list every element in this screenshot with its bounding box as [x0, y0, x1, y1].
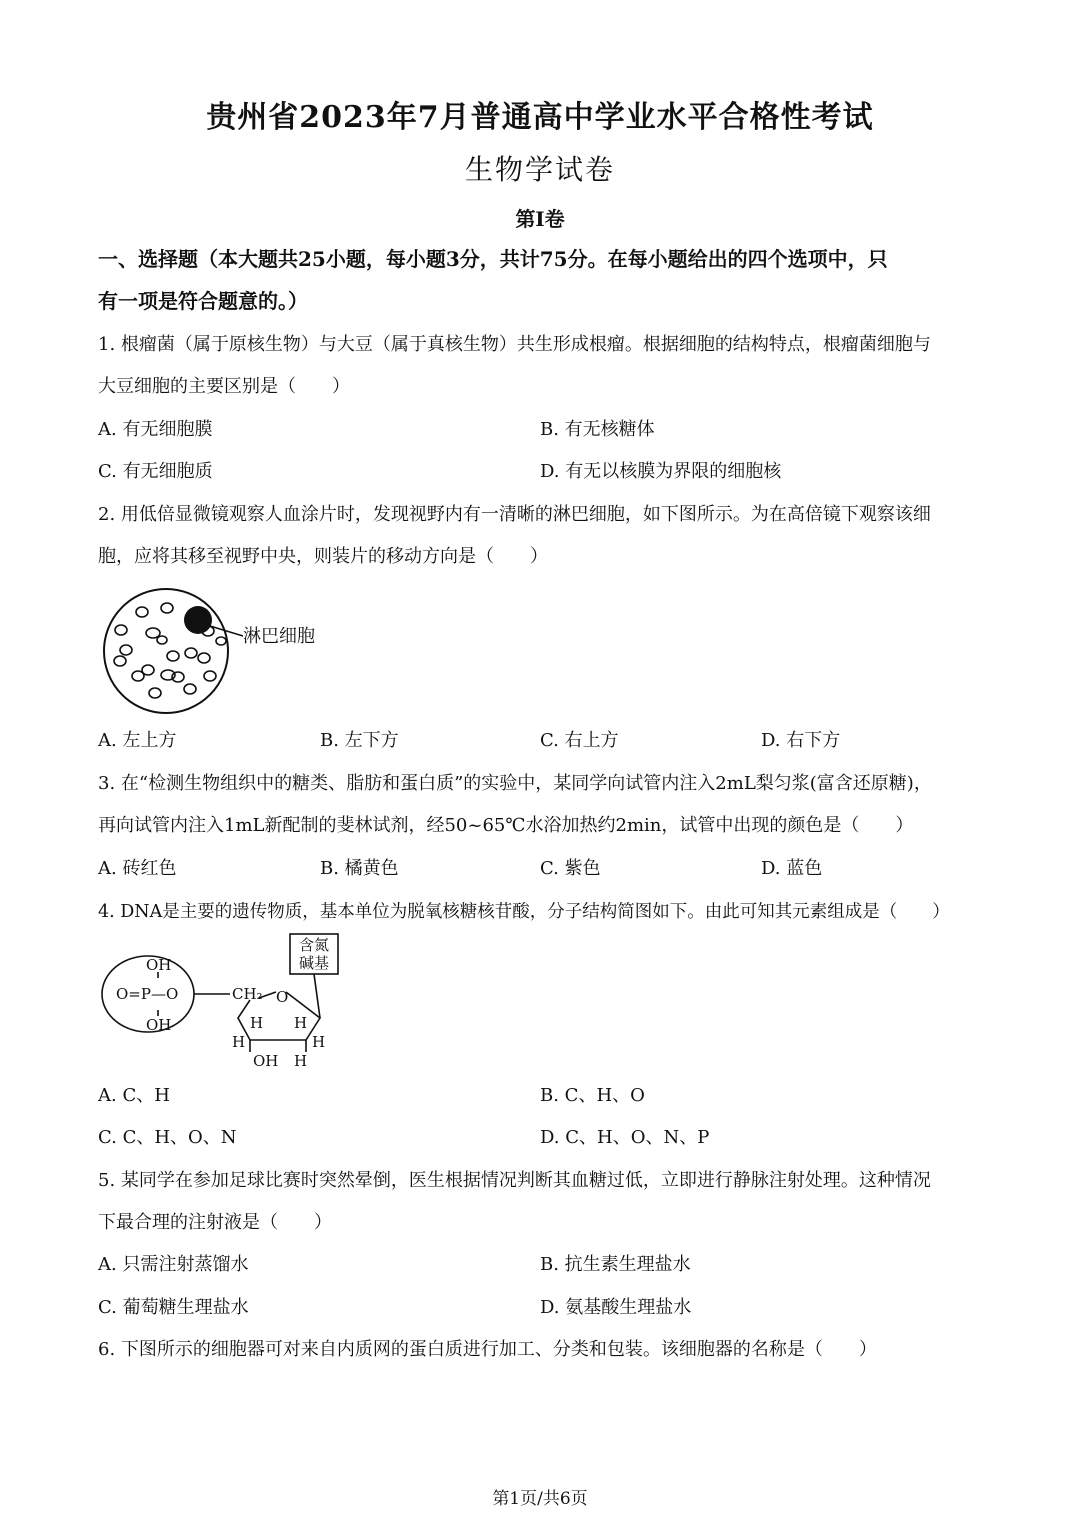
- q1-stem-line2: 大豆细胞的主要区别是（ ）: [98, 376, 350, 397]
- lymphocyte: [184, 606, 212, 634]
- q3-stem-line1: 3. 在“检测生物组织中的糖类、脂肪和蛋白质”的实验中，某同学向试管内注入2mL梨匀浆(富含还原糖)，: [98, 773, 932, 794]
- q4-stem-line1: 4. DNA是主要的遗传物质，基本单位为脱氧核糖核苷酸，分子结构简图如下。由此可知其元素组成是（ ）: [98, 902, 950, 922]
- q5-option-c: C. 葡萄糖生理盐水: [98, 1297, 249, 1318]
- q4-option-b: B. C、H、O: [540, 1085, 645, 1106]
- exam-title: 贵州省2023年7月普通高中学业水平合格性考试: [206, 100, 874, 135]
- q3-option-b: B. 橘黄色: [320, 858, 399, 879]
- q2-option-c: C. 右上方: [540, 730, 619, 751]
- q5-option-a: A. 只需注射蒸馏水: [98, 1254, 249, 1275]
- q5-stem-line2: 下最合理的注射液是（ ）: [98, 1212, 332, 1233]
- field-of-view-circle: [104, 589, 228, 713]
- lymphocyte-label: 淋巴细胞: [243, 626, 315, 647]
- q3-option-a: A. 砖红色: [98, 858, 177, 879]
- exam-subtitle: 生物学试卷: [464, 153, 615, 186]
- q2-option-d: D. 右下方: [761, 730, 841, 751]
- phosphate-label: O=P—O: [116, 985, 179, 1003]
- ring-h-label-5: H: [294, 1052, 308, 1070]
- page-number-footer: 第1页/共6页: [492, 1489, 588, 1509]
- volume-label: 第I卷: [515, 207, 565, 231]
- base-label-line1: 含氮: [298, 936, 330, 954]
- oh-bottom-label: OH: [146, 1016, 172, 1034]
- section-heading-line2: 有一项是符合题意的。）: [98, 289, 308, 313]
- q4-option-d: D. C、H、O、N、P: [540, 1127, 710, 1148]
- q3-option-d: D. 蓝色: [761, 858, 823, 879]
- q5-option-d: D. 氨基酸生理盐水: [540, 1297, 692, 1318]
- ring-h-label-2: H: [294, 1014, 308, 1032]
- q1-option-d: D. 有无以核膜为界限的细胞核: [540, 461, 782, 482]
- q1-option-c: C. 有无细胞质: [98, 461, 213, 482]
- q2-option-b: B. 左下方: [320, 730, 399, 751]
- ring-oh-label: OH: [253, 1052, 279, 1070]
- q5-option-b: B. 抗生素生理盐水: [540, 1254, 691, 1275]
- q1-option-b: B. 有无核糖体: [540, 419, 655, 440]
- ring-oxygen-label: O: [276, 988, 289, 1006]
- q4-option-a: A. C、H: [98, 1085, 170, 1106]
- blood-smear-figure: [98, 588, 358, 718]
- ring-h-label-4: H: [312, 1033, 326, 1051]
- q2-option-a: A. 左上方: [98, 730, 177, 751]
- q4-option-c: C. C、H、O、N: [98, 1127, 237, 1148]
- nucleotide-structure-figure: [98, 930, 358, 1075]
- q3-stem-line2: 再向试管内注入1mL新配制的斐林试剂，经50~65℃水浴加热约2min，试管中出现的颜色是（ ）: [98, 815, 914, 836]
- ring-h-label-3: H: [232, 1033, 246, 1051]
- ch2-label: CH₂: [232, 985, 263, 1003]
- oh-top-label: OH: [146, 956, 172, 974]
- ring-h-label-1: H: [250, 1014, 264, 1032]
- q6-stem-line1: 6. 下图所示的细胞器可对来自内质网的蛋白质进行加工、分类和包装。该细胞器的名称是（ ）: [98, 1339, 877, 1360]
- q1-stem-line1: 1. 根瘤菌（属于原核生物）与大豆（属于真核生物）共生形成根瘤。根据细胞的结构特点，根瘤菌细胞与: [98, 334, 931, 355]
- base-label-line2: 碱基: [298, 954, 330, 972]
- q1-option-a: A. 有无细胞膜: [98, 419, 213, 440]
- q2-stem-line2: 胞，应将其移至视野中央，则装片的移动方向是（ ）: [98, 546, 548, 567]
- section-heading-line1: 一、选择题（本大题共25小题，每小题3分，共计75分。在每小题给出的四个选项中，只: [98, 247, 888, 271]
- q2-stem-line1: 2. 用低倍显微镜观察人血涂片时，发现视野内有一清晰的淋巴细胞，如下图所示。为在高倍镜下观察该细: [98, 504, 931, 525]
- q5-stem-line1: 5. 某同学在参加足球比赛时突然晕倒，医生根据情况判断其血糖过低，立即进行静脉注射处理。这种情况: [98, 1170, 931, 1191]
- base-sugar-bond: [314, 974, 320, 1018]
- q3-option-c: C. 紫色: [540, 858, 601, 879]
